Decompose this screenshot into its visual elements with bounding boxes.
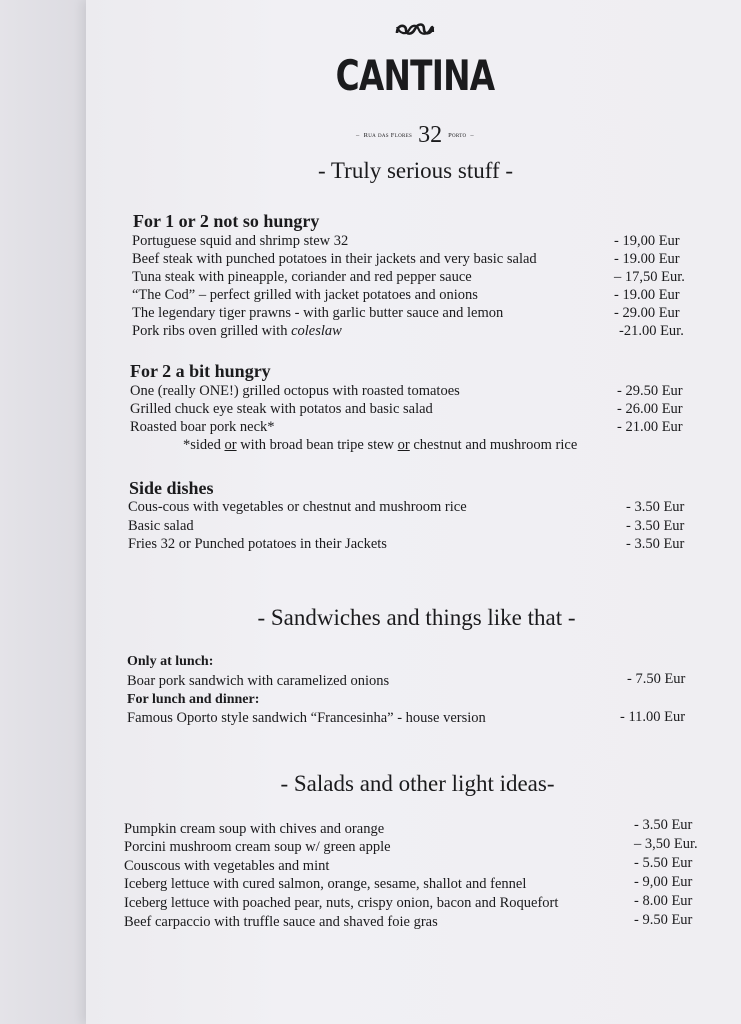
brand-number: 32 bbox=[418, 122, 443, 148]
menu-price: - 29.00 Eur bbox=[614, 305, 680, 321]
menu-price: - 21.00 Eur bbox=[617, 419, 683, 435]
note-or: or bbox=[397, 437, 410, 453]
menu-item: Iceberg lettuce with cured salmon, orange, sesame, shallot and fennel bbox=[124, 876, 527, 892]
knot-logo-icon bbox=[394, 18, 436, 40]
dash-right: – bbox=[470, 131, 474, 139]
brand-name: CANTINA bbox=[335, 51, 495, 100]
menu-price: - 8.00 Eur bbox=[634, 893, 693, 909]
menu-item: Roasted boar pork neck* bbox=[130, 419, 275, 435]
menu-item: Pumpkin cream soup with chives and orange bbox=[124, 821, 385, 837]
subheading-lunch: Only at lunch: bbox=[127, 654, 214, 669]
menu-item: Tuna steak with pineapple, coriander and red pepper sauce bbox=[132, 269, 472, 285]
menu-item: Couscous with vegetables and mint bbox=[124, 858, 330, 874]
menu-item: Boar pork sandwich with caramelized onions bbox=[127, 673, 390, 689]
menu-item bbox=[132, 323, 342, 340]
menu-item: Fries 32 or Punched potatoes in their Jackets bbox=[128, 536, 387, 552]
menu-price: - 19.00 Eur bbox=[614, 251, 680, 267]
section-title-salads: - Salads and other light ideas- bbox=[280, 771, 555, 796]
section-title-sandwiches: - Sandwiches and things like that - bbox=[257, 605, 576, 630]
menu-item: Iceberg lettuce with poached pear, nuts, crispy onion, bacon and Roquefort bbox=[124, 895, 559, 911]
menu-price: - 5.50 Eur bbox=[634, 855, 693, 871]
menu-price: - 7.50 Eur bbox=[627, 671, 686, 687]
menu-price: - 11.00 Eur bbox=[620, 709, 686, 725]
note-part: with broad bean tripe stew bbox=[236, 437, 398, 453]
menu-item: The legendary tiger prawns - with garlic butter sauce and lemon bbox=[132, 305, 504, 321]
section-title-serious: - Truly serious stuff - bbox=[317, 158, 514, 183]
menu-price: - 19.00 Eur bbox=[614, 287, 680, 303]
group-heading-2: For 2 a bit hungry bbox=[130, 361, 271, 381]
menu-item: Porcini mushroom cream soup w/ green apple bbox=[124, 839, 391, 855]
dash-left: – bbox=[356, 131, 360, 139]
menu-price: - 9.50 Eur bbox=[634, 912, 693, 928]
subheading-dinner: For lunch and dinner: bbox=[127, 692, 260, 707]
note-part: chestnut and mushroom rice bbox=[409, 437, 578, 453]
menu-price: - 9,00 Eur bbox=[634, 874, 693, 890]
note-or: or bbox=[224, 437, 237, 453]
brand-subline bbox=[330, 120, 500, 150]
menu-item: “The Cod” – perfect grilled with jacket potatoes and onions bbox=[132, 287, 478, 303]
menu-item: Basic salad bbox=[128, 518, 194, 534]
menu-price: - 3.50 Eur bbox=[626, 499, 685, 515]
group-heading-sides: Side dishes bbox=[129, 478, 214, 498]
address-city: Porto bbox=[448, 131, 467, 139]
menu-item: One (really ONE!) grilled octopus with roasted tomatoes bbox=[130, 383, 460, 399]
menu-item: Grilled chuck eye steak with potatos and basic salad bbox=[130, 401, 433, 417]
menu-item: Portuguese squid and shrimp stew 32 bbox=[132, 233, 349, 249]
menu-price: - 29.50 Eur bbox=[617, 383, 683, 399]
menu-price: - 26.00 Eur bbox=[617, 401, 683, 417]
group-heading-1: For 1 or 2 not so hungry bbox=[133, 211, 320, 231]
menu-item: Beef carpaccio with truffle sauce and shaved foie gras bbox=[124, 914, 438, 930]
menu-item-italic: coleslaw bbox=[291, 323, 342, 339]
menu-item: Beef steak with punched potatoes in their jackets and very basic salad bbox=[132, 251, 537, 267]
menu-price: – 17,50 Eur. bbox=[614, 269, 685, 285]
menu-price: - 3.50 Eur bbox=[626, 518, 685, 534]
menu-item: Cous-cous with vegetables or chestnut and mushroom rice bbox=[128, 499, 467, 515]
note-part: *sided bbox=[183, 437, 225, 453]
menu-price: - 3.50 Eur bbox=[626, 536, 685, 552]
address-street: Rua das Flores bbox=[363, 131, 413, 139]
menu-item: Famous Oporto style sandwich “Francesinha” - house version bbox=[127, 710, 486, 726]
menu-price: – 3,50 Eur. bbox=[634, 836, 698, 852]
menu-price: -21.00 Eur. bbox=[619, 323, 684, 339]
menu-price: - 3.50 Eur bbox=[634, 817, 693, 833]
menu-price: - 19,00 Eur bbox=[614, 233, 680, 249]
facing-page bbox=[0, 0, 86, 1024]
menu-item-text: Pork ribs oven grilled with bbox=[132, 323, 292, 339]
side-note bbox=[183, 437, 577, 454]
